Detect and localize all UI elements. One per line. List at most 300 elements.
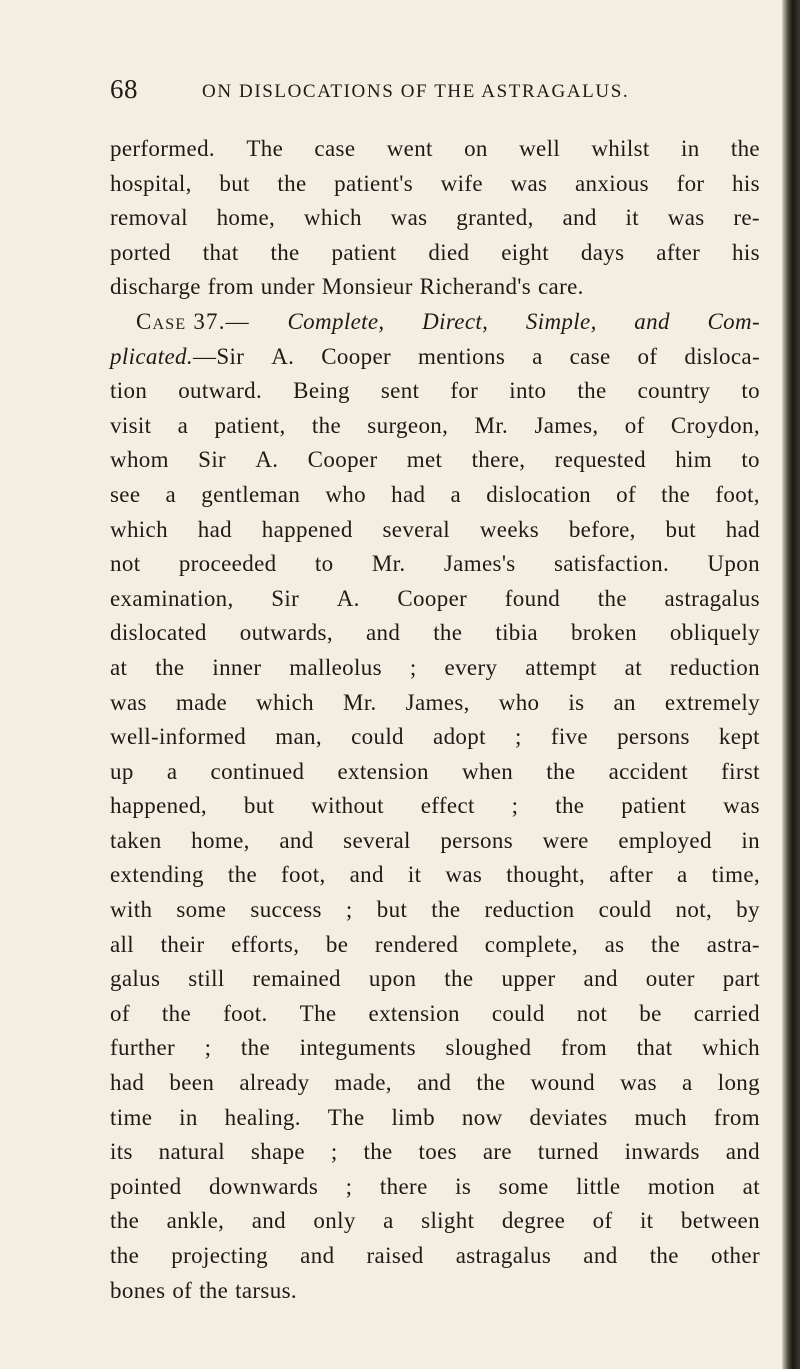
word: between [680,1208,760,1234]
word: well-informed [110,724,247,750]
word: efforts, [231,931,300,957]
word: of [616,481,636,507]
text-line [110,720,760,755]
word: are [482,1139,512,1165]
word: The [327,1104,365,1130]
word: which [702,1035,760,1061]
word: his [732,170,760,196]
word: every [444,654,498,680]
word: projecting [171,1243,269,1268]
word: little [576,1173,621,1199]
word: extension [337,758,429,784]
word: astragalus [664,585,760,611]
word: the [476,1070,506,1096]
word: the [555,793,585,819]
word: James, [534,412,599,438]
word: and [416,1070,452,1096]
word: there, [471,447,526,473]
word: patient's [334,170,414,196]
word: was [390,205,428,231]
word: The [246,136,284,161]
word: went [386,136,433,161]
word: continued [210,758,305,784]
word: carried [693,1000,760,1026]
word: A. [255,447,279,473]
word: hospital, [110,170,192,196]
word: could [598,897,652,923]
text-line [110,270,760,305]
word: but [243,793,275,819]
word: the [661,481,691,507]
word: ported [110,239,171,265]
word: taken [110,827,162,853]
word: Cooper [397,585,468,611]
text-line [110,1066,760,1101]
word: foot, [281,862,326,888]
word: care. [538,274,584,300]
word: of [624,412,645,438]
word: found [504,585,561,611]
text-line [110,1135,760,1170]
word: a [532,343,543,369]
word: galus [110,966,161,992]
word: whom [110,447,169,473]
word: upper [501,966,556,992]
word: re- [733,205,760,231]
word: with [110,897,153,923]
text-line [110,513,760,548]
word: raised [366,1243,424,1268]
word: which [256,689,315,715]
word: long [717,1070,760,1096]
word: and [583,1243,618,1268]
word: at [624,654,642,680]
word: weeks [479,516,540,542]
word: deviates [529,1104,608,1130]
word: reduction [484,897,575,923]
word: dislocated [110,620,207,646]
word: to [741,447,760,473]
text-line [110,858,760,893]
word: the [199,1277,229,1303]
word: a [677,862,688,888]
word: plicated.—Sir [110,343,245,369]
running-head: ON DISLOCATIONS OF THE ASTRAGALUS. [202,81,630,102]
word: on [464,136,488,161]
word: further [110,1035,176,1061]
word: before, [568,516,636,542]
word: a [177,412,189,438]
text-line [110,1170,760,1205]
word: not, [675,897,713,923]
word: home, [216,205,276,231]
word: time [110,1104,153,1130]
word: was [445,862,483,888]
word: ankle, [166,1208,225,1234]
word: ; [330,1139,338,1165]
word: up [110,758,134,784]
word: malleolus [289,654,382,680]
word: much [634,1104,687,1130]
word: thought, [506,862,586,888]
text-line [110,374,760,409]
text-line [110,340,760,375]
word: of [637,343,658,369]
word: foot, [715,481,760,507]
word: the [227,862,258,888]
word: patient [331,239,397,265]
word: ; [345,897,353,923]
word: Upon [707,551,760,577]
word: as [604,931,625,957]
text-line [110,962,760,997]
word: died [428,239,470,265]
word: and [725,1139,760,1165]
word: Com- [707,308,760,334]
word: whilst [591,136,650,161]
word: part [722,966,760,992]
word: of [592,1208,613,1234]
word: the [270,239,300,265]
word: extending [110,862,204,888]
word: not [576,1000,608,1026]
word: natural [158,1139,225,1165]
word: satisfaction. [554,551,670,577]
word: its [110,1139,133,1165]
word: to [314,551,334,577]
word: the [577,378,607,404]
word: sent [380,378,420,404]
word: could [491,1000,545,1026]
word: country [637,378,711,404]
word: Simple, [525,308,597,334]
text-line [110,409,760,444]
word: wife [440,170,483,196]
word: is [455,1173,472,1199]
word: patient [621,793,687,819]
word: first [721,758,760,784]
page-number: 68 [110,74,138,104]
word: visit [110,412,152,438]
word: James's [443,551,516,577]
word: persons [440,827,514,853]
word: there [379,1173,428,1199]
word: him [675,447,713,473]
word: several [343,827,411,853]
word: it [407,862,422,888]
word: other [710,1243,760,1268]
word: tibia [495,620,538,646]
word: and [349,862,384,888]
text-line [110,167,760,202]
word: well [519,136,561,161]
word: kept [718,724,760,750]
word: a [682,1070,693,1096]
word: rendered [374,931,459,957]
word: outwards, [239,620,333,646]
text-line [110,686,760,721]
word: the [363,1139,393,1165]
word: A. [271,343,295,369]
word: was [110,689,147,715]
word: the [649,1243,679,1268]
word: astragalus [455,1243,552,1268]
word: patient, [214,412,286,438]
word: discharge [110,274,201,300]
text-line [110,1101,760,1136]
word: The [299,1000,337,1026]
word: examination, [110,585,234,611]
word: ; [511,793,519,819]
word: see [110,481,141,507]
word: upon [368,966,417,992]
word: proceeded [178,551,277,577]
word: days [580,239,625,265]
word: complete, [484,931,578,957]
word: all [110,931,135,957]
word: employed [618,827,712,853]
word: shape [250,1139,305,1165]
word: astra- [706,931,760,957]
word: from [560,1035,607,1061]
word: it [639,1208,654,1234]
word: the [651,931,681,957]
word: limb [391,1104,436,1130]
word: that [202,239,239,265]
word: outward. [178,378,263,404]
text-line [110,478,760,513]
word: the [431,897,461,923]
word: Mr. [343,689,377,715]
word: ; [514,724,522,750]
word: from [207,274,254,300]
text-line [110,1239,760,1274]
word: case [569,343,611,369]
word: could [351,724,404,750]
word: accident [608,758,688,784]
word: met [406,447,443,473]
word: that [636,1035,673,1061]
page-header [110,72,730,106]
word: and [300,1243,335,1268]
word: of [110,1000,130,1026]
word: turned [537,1139,599,1165]
word: Mr. [371,551,406,577]
word: eight [501,239,549,265]
word: surgeon, [367,412,449,438]
word: in [741,827,760,853]
word: but [219,170,250,196]
word: a [165,481,177,507]
word: anxious [574,170,649,196]
word: and [583,966,618,992]
word: slight [421,1208,475,1234]
text-line [110,824,760,859]
word: some [498,1173,549,1199]
text-line [110,616,760,651]
word: happened, [110,793,208,819]
text-line [110,893,760,928]
word: integuments [299,1035,416,1061]
word: and [634,308,670,334]
word: extremely [664,689,760,715]
word: from [713,1104,760,1130]
word: the [110,1243,140,1268]
word: after [656,239,701,265]
word: James, [405,689,470,715]
word: at [742,1173,760,1199]
word: by [736,897,760,923]
word: had [197,516,232,542]
word: extension [368,1000,460,1026]
text-line [110,789,760,824]
word: wound [530,1070,595,1096]
word: his [732,239,760,265]
word: performed. [110,136,216,161]
word: who [325,481,366,507]
word: now [461,1104,503,1130]
word: which [110,516,168,542]
text-line [110,305,760,340]
word: the [433,620,463,646]
word: Mr. [474,412,509,438]
text-line [110,547,760,582]
word: be [639,1000,662,1026]
word: persons [617,724,690,750]
body-text [110,132,760,1308]
text-line [110,132,760,167]
word: tion [110,378,148,404]
text-line [110,1274,760,1309]
text-line [110,1204,760,1239]
word: the [444,966,474,992]
word: but [376,897,408,923]
text-line [110,997,760,1032]
word: the [110,1208,140,1234]
word: some [176,897,227,923]
word: a [166,758,178,784]
word: their [160,931,205,957]
word: granted, [456,205,534,231]
word: bones [110,1277,166,1303]
word: to [741,378,760,404]
word: broken [570,620,637,646]
word: was [510,170,548,196]
word: ; [204,1035,212,1061]
word: the [597,585,627,611]
word: and [251,1208,286,1234]
word: sloughed [445,1035,532,1061]
word: made [175,689,228,715]
word: mentions [417,343,506,369]
word: success [250,897,322,923]
text-line [110,755,760,790]
word: the [161,1000,192,1026]
word: ; [409,654,417,680]
word: Monsieur [321,274,413,300]
text-line [110,928,760,963]
word: toes [418,1139,457,1165]
word: a [450,481,462,507]
word: into [509,378,547,404]
word: disloca- [684,343,760,369]
word: who [498,689,540,715]
word: inwards [624,1139,700,1165]
word: had [110,1070,145,1096]
word: made, [334,1070,392,1096]
word: and [279,827,314,853]
text-line [110,651,760,686]
word: the [730,136,760,161]
word: which [303,205,362,231]
word: Croydon, [670,412,760,438]
word: and [562,205,597,231]
text-line [110,201,760,236]
word: time, [711,862,760,888]
word: effect [420,793,475,819]
word: an [613,689,636,715]
word: of [172,1277,193,1303]
word: gentleman [201,481,301,507]
word: in [680,136,700,161]
word: home, [191,827,250,853]
word: happened [261,516,353,542]
word: the [277,170,307,196]
word: still [188,966,225,992]
text-line [110,236,760,271]
word: tarsus. [235,1277,297,1303]
word: motion [647,1173,716,1199]
word: removal [110,205,188,231]
word: Being [293,378,350,404]
word: for [676,170,705,196]
word: the [155,654,185,680]
word: had [725,516,760,542]
word: had [391,481,426,507]
word: remained [252,966,341,992]
word: under [260,274,315,300]
word: a [383,1208,394,1234]
word: adopt [433,724,486,750]
word: obliquely [669,620,760,646]
word: ; [345,1173,353,1199]
word: and [365,620,401,646]
word: the [546,758,576,784]
word: but [665,516,696,542]
word: was [723,793,760,819]
word: be [325,931,349,957]
word: attempt [525,654,597,680]
word: were [542,827,589,853]
book-gutter [782,0,800,1369]
word: Cooper [307,447,378,473]
word: several [382,516,451,542]
word: only [313,1208,356,1234]
word: in [179,1104,198,1130]
word: Sir [271,585,300,611]
word: already [239,1070,310,1096]
word: the [240,1035,271,1061]
word: at [110,654,128,680]
word: it [625,205,639,231]
word: when [461,758,514,784]
word: was [620,1070,657,1096]
word: A. [336,585,360,611]
word: inner [212,654,262,680]
word: Direct, [422,308,489,334]
word: without [311,793,384,819]
text-line [110,443,760,478]
